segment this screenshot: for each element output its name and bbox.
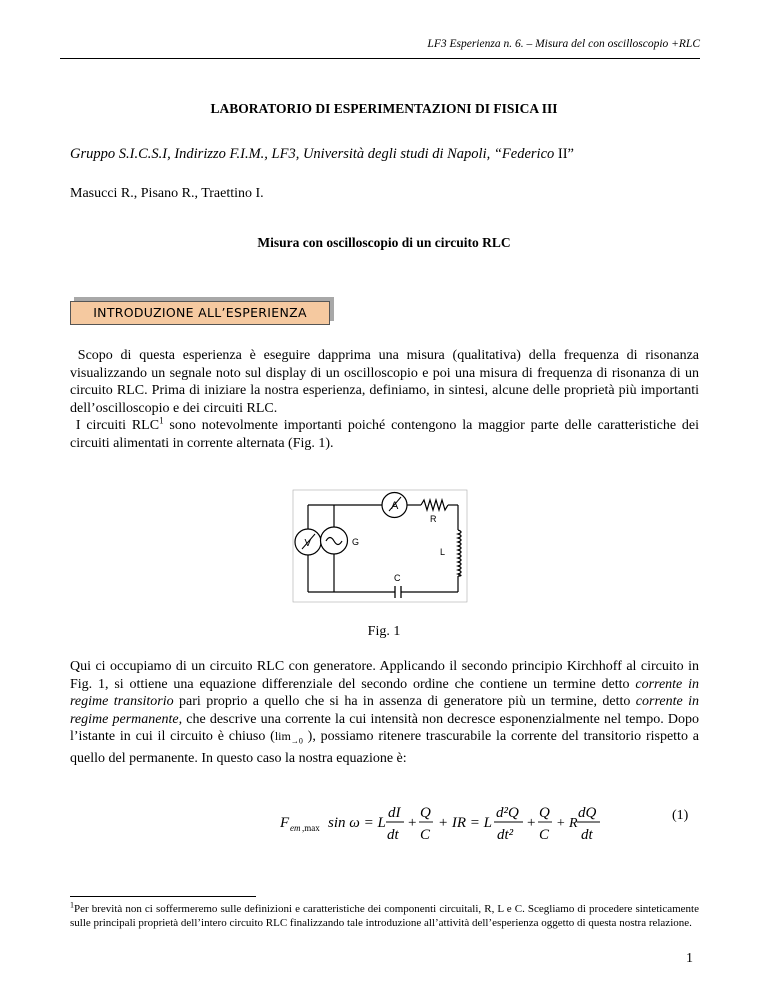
section-heading-introduzione: INTRODUZIONE ALL’ESPERIENZA [70,301,330,325]
inductor-label: L [440,547,446,557]
eq-dt2: dt² [497,827,514,843]
capacitor-icon [394,573,401,598]
p3-italic-permanente: corrente in regime permanente, [70,694,699,727]
resistor-icon [421,500,448,524]
capacitor-label: C [394,573,401,583]
affiliation-roman: II” [557,146,574,162]
eq-dt-1: dt [387,827,399,843]
paragraph-intro [70,347,699,417]
rlc-circuit-diagram [290,488,470,605]
eq-plus-1: + [408,815,417,831]
generator-label: G [352,537,360,547]
ammeter-label: A [391,500,399,512]
eq-plus-2: + [527,815,536,831]
header-rule [60,58,700,59]
ammeter-icon [382,493,407,518]
eq-C-2: C [539,827,550,843]
eq-dQ: dQ [578,805,597,821]
affiliation-italic: Gruppo S.I.C.S.I, Indirizzo F.I.M., LF3, Università degli studi di Napoli, “Federico [70,146,558,162]
eq-d2Q: d²Q [496,805,519,821]
eq-dt-2: dt [581,827,593,843]
paragraph-rlc-text-b: sono notevolmente importanti poiché contengono la maggior parte delle caratteristiche dei circuiti alimentati in corrente alternata (Fig. 1). [70,418,699,451]
p3-text-a: Qui ci occupiamo di un circuito RLC con generatore. Applicando il secondo principio Kirchhoff al circuito in Fig. 1, si ottiene una equazione differenziale del secondo ordine che contiene un termine detto [70,659,699,692]
p3-text-d: ), possiamo ritenere trascurabile la corrente del transitorio rispetto a quello del permanente. In questo caso la nostra equazione è: [70,729,699,766]
eq-IR: + IR = L [438,815,492,831]
footnote-text: Per brevità non ci soffermeremo sulle definizioni e caratteristiche dei componenti circuitali, R, L e C. Scegliamo di procedere sinteticamente sulle principali proprietà dell’intero circuito RLC finalizzando tale introduzione all’attività dell’esperienza oggetto di questa nostra relazione. [70,903,699,929]
eq-C-1: C [420,827,431,843]
eq-R: + R [556,816,578,831]
eq-Q-1: Q [420,805,431,821]
authors: Masucci R., Pisano R., Traettino I. [70,186,264,201]
eq-F: F [280,815,290,831]
resistor-label: R [430,514,437,524]
p3-italic-transitorio: corrente in regime transitorio [70,676,699,709]
footnote [70,900,699,930]
subtitle: Misura con oscilloscopio di un circuito RLC [257,235,511,250]
eq-F-sub: em [290,823,301,833]
p3-text-b: pari proprio a quello che si ha in assenza di generatore più un termine, detto [173,694,636,709]
equation-number: (1) [672,808,689,823]
voltmeter-icon [295,529,321,555]
eq-dI: dI [388,805,401,821]
paragraph-intro-text: Scopo di questa esperienza è eseguire dapprima una misura (qualitativa) della frequenza di risonanza visualizzando un segnale noto sul display di un oscilloscopio e poi una misura di frequenza di risonanza di un circuito RLC. Prima di iniziare la nostra esperienza, definiamo, in sintesi, alcune delle proprietà più importanti dell’oscilloscopio e dei circuiti RLC. [70,348,699,416]
document-title: LABORATORIO DI ESPERIMENTAZIONI DI FISICA III [210,101,558,116]
inductor-icon [440,530,464,576]
footnote-rule [70,896,256,897]
lim-text: lim [274,729,291,743]
voltmeter-label: V [304,538,312,549]
figure-caption: Fig. 1 [367,624,401,639]
generator-icon [321,527,360,554]
paragraph-rlc [70,417,699,452]
paragraph-rlc-text-a: I circuiti RLC [75,418,160,433]
paragraph-kirchhoff [70,658,699,767]
page-number: 1 [686,951,693,966]
footnote-marker: 1 [70,900,74,910]
eq-sin: sin ω = L [328,815,386,831]
equation-1 [280,793,580,853]
running-header: LF3 Esperienza n. 6. – Misura del con oscilloscopio +RLC [427,38,700,50]
lim-subscript: →0 [290,736,303,746]
equation-1-tail [576,793,616,853]
eq-Q-2: Q [539,805,550,821]
lim-expression [274,729,303,746]
footnote-ref[interactable]: 1 [159,415,164,426]
p3-text-c: che descrive una corrente la cui intensità non decresce esponenzialmente nel tempo. Dopo l’istante in cui il circuito è chiuso ( [70,711,699,744]
eq-F-sub2: ,max [302,823,320,833]
affiliation-line [70,146,700,163]
